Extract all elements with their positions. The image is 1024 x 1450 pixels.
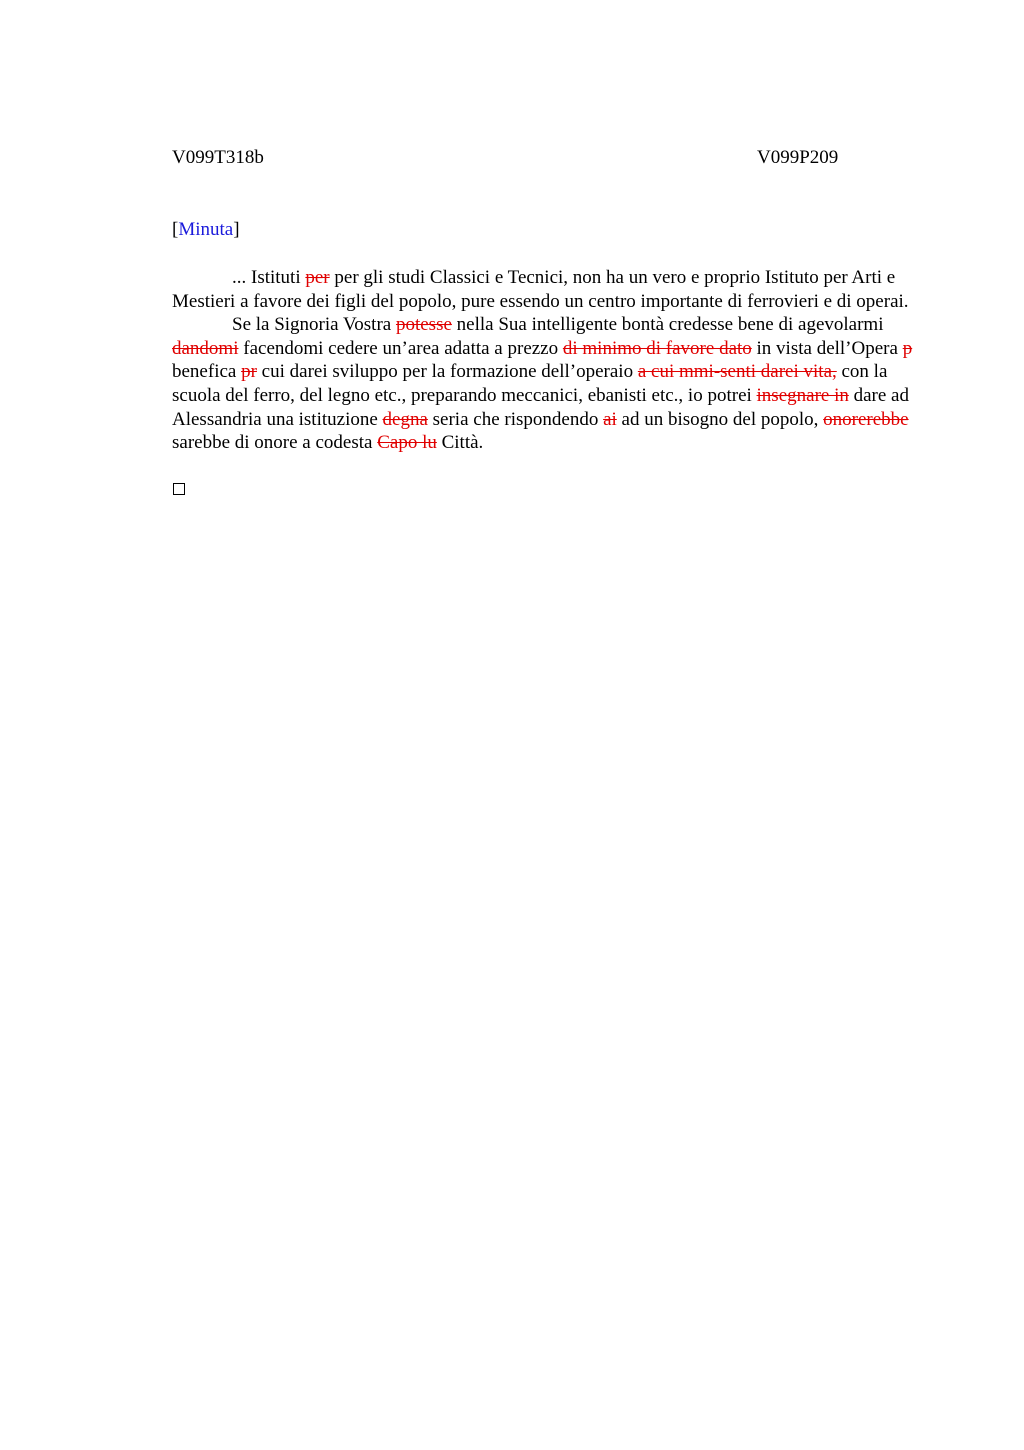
deleted-text: p: [902, 337, 913, 359]
label-close-bracket: ]: [233, 219, 240, 240]
body-text-segment: nella Sua intelligente bontà credesse bene di agevolarmi: [451, 314, 884, 336]
body-text-segment: per gli studi Classici e Tecnici, non ha un vero e proprio Istituto per Arti e Mestieri a favore dei figli del popolo, pure essendo un centro importante di ferrovieri e di operai.: [172, 267, 909, 312]
deleted-text: a cui mmi-senti darei vita,: [637, 361, 837, 383]
deleted-text: ai: [603, 408, 617, 430]
deleted-text: degna: [382, 408, 428, 430]
paragraph-1: [172, 266, 930, 313]
deleted-text: di minimo di favore dato: [562, 337, 752, 359]
body-text-segment: ... Istituti: [232, 267, 306, 288]
deleted-text: per: [305, 267, 330, 288]
body-text-segment: benefica: [172, 361, 242, 383]
body-text-segment: Se la Signoria Vostra: [232, 314, 396, 336]
body-text-segment: ad un bisogno del popolo,: [616, 408, 824, 430]
deleted-text: pr: [241, 361, 257, 383]
body-text-segment: facendomi cedere un’area adatta a prezzo: [238, 337, 563, 359]
deleted-text: onorerebbe: [823, 408, 909, 430]
body-text-segment: sarebbe di onore a codesta: [172, 432, 378, 454]
deleted-text: insegnare in: [756, 384, 849, 406]
document-type-label: [172, 219, 240, 241]
checkbox-square-icon: [173, 483, 185, 495]
body-text-segment: seria che rispondendo: [427, 408, 604, 430]
deleted-text: dandomi: [172, 337, 239, 359]
document-code-right: V099P209: [757, 147, 839, 168]
body-text-segment: in vista dell’Opera: [751, 337, 903, 359]
body-text-segment: cui darei sviluppo per la formazione dell’operaio: [256, 361, 638, 383]
document-code-left: V099T318b: [172, 147, 264, 168]
label-open-bracket: [: [172, 219, 179, 240]
label-word: Minuta: [178, 219, 234, 240]
deleted-text: Capo lu: [377, 432, 437, 454]
body-text-segment: Città.: [436, 432, 484, 454]
letter-body: [172, 266, 930, 455]
body-text-segment: con la scuola del ferro, del legno etc., preparando meccanici, ebanisti etc., io potrei: [172, 361, 888, 406]
deleted-text: potesse: [395, 314, 452, 336]
body-text-segment: dare ad Alessandria una istituzione: [172, 384, 909, 430]
paragraph-2: [172, 313, 930, 455]
